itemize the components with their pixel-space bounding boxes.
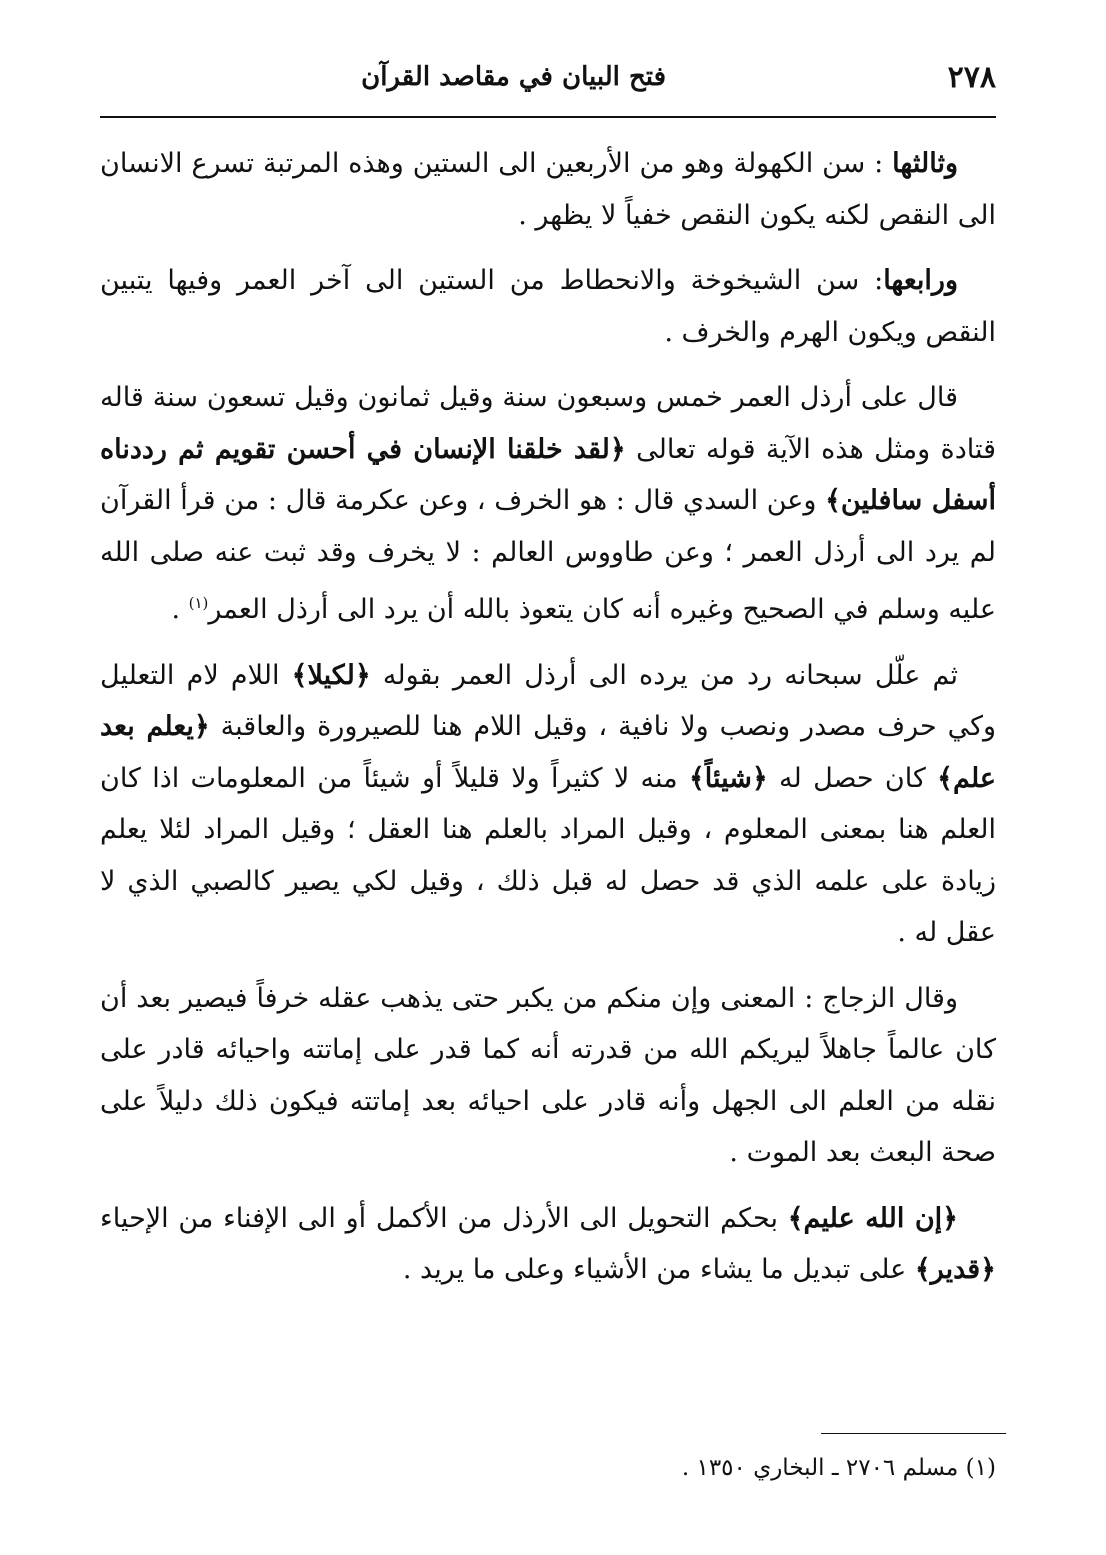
paragraph-text: .	[171, 594, 189, 625]
footnote: (١) مسلم ٢٧٠٦ ـ البخاري ١٣٥٠ .	[681, 1455, 996, 1481]
paragraph-ardhal-al-umur	[100, 372, 996, 636]
paragraph-text: منه لا كثيراً ولا قليلاً أو شيئاً من المعلومات اذا كان العلم هنا بمعنى المعلوم ، وقيل المراد بالعلم هنا العقل ؛ وقيل المراد لئلا يعلم زيادة على علمه الذي قد حصل له قبل ذلك ، وقيل لكي يصير كالصبي الذي لا عقل له .	[100, 762, 996, 948]
paragraph-likay-la	[100, 650, 996, 959]
paragraph-text: كان حصل له	[767, 762, 938, 794]
paragraph-text: وعن السدي قال : هو الخرف ، وعن عكرمة قال : من قرأ القرآن لم يرد الى أرذل العمر ؛ وعن طاووس العالم : لا يخرف وقد ثبت عنه صلى الله عليه وسلم في الصحيح وغيره أنه كان يتعوذ بالله أن يرد الى أرذل العمر	[100, 485, 996, 625]
paragraph-text: بحكم التحويل الى الأرذل من الأكمل أو الى الإفناء من الإحياء	[100, 1202, 788, 1234]
term-fourth: ورابعها	[883, 265, 958, 296]
footnote-marker: (١)	[188, 594, 209, 612]
paragraph-third-stage	[100, 138, 996, 241]
running-title: فتح البيان في مقاصد القرآن	[361, 62, 666, 92]
quran-quote: ﴿لكيلا﴾	[291, 659, 371, 691]
paragraph-text: قال على أرذل العمر خمس وسبعون سنة وقيل ثمانون وقيل تسعون سنة قاله قتادة ومثل هذه الآية قوله تعالى	[100, 382, 996, 465]
page-header	[100, 58, 996, 114]
paragraph-text: وقال الزجاج : المعنى وإن منكم من يكبر حتى يذهب عقله خرفاً فيصير بعد أن كان عالماً جاهلاً ليريكم الله من قدرته أنه كما قدر على إماتته واحيائه قادر على نقله من العلم الى الجهل وأنه قادر على احيائه بعد إماتته فيكون ذلك دليلاً على صحة البعث بعد الموت .	[100, 982, 996, 1168]
footnote-rule	[821, 1433, 1006, 1434]
quran-quote: ﴿قدير﴾	[914, 1254, 996, 1285]
body-text	[100, 138, 996, 1310]
page-number: ٢٧٨	[947, 60, 996, 95]
header-rule	[100, 116, 996, 118]
paragraph-alim-qadir	[100, 1193, 996, 1296]
paragraph-text: : سن الكهولة وهو من الأربعين الى الستين وهذه المرتبة تسرع الانسان الى النقص لكنه يكون النقص خفياً لا يظهر .	[100, 148, 996, 231]
quran-quote: ﴿إن الله عليم﴾	[787, 1202, 958, 1234]
paragraph-text: على تبديل ما يشاء من الأشياء وعلى ما يريد .	[402, 1254, 915, 1285]
paragraph-text: : سن الشيخوخة والانحطاط من الستين الى آخر العمر وفيها يتبين النقص ويكون الهرم والخرف .	[100, 265, 996, 348]
paragraph-text: ثم علّل سبحانه رد من يرده الى أرذل العمر بقوله	[370, 659, 958, 691]
quran-quote: ﴿لقد خلقنا الإنسان في أحسن تقويم ثم رددناه أسفل سافلين﴾	[100, 433, 996, 516]
paragraph-zajjaj	[100, 973, 996, 1179]
quran-quote: ﴿شيئاً﴾	[688, 762, 768, 794]
paragraph-fourth-stage	[100, 255, 996, 358]
quran-quote: ﴿يعلم بعد علم﴾	[100, 711, 996, 794]
paragraph-text: اللام لام التعليل وكي حرف مصدر ونصب ولا نافية ، وقيل اللام هنا للصيرورة والعاقبة	[100, 659, 996, 742]
term-third: وثالثها	[892, 148, 958, 179]
